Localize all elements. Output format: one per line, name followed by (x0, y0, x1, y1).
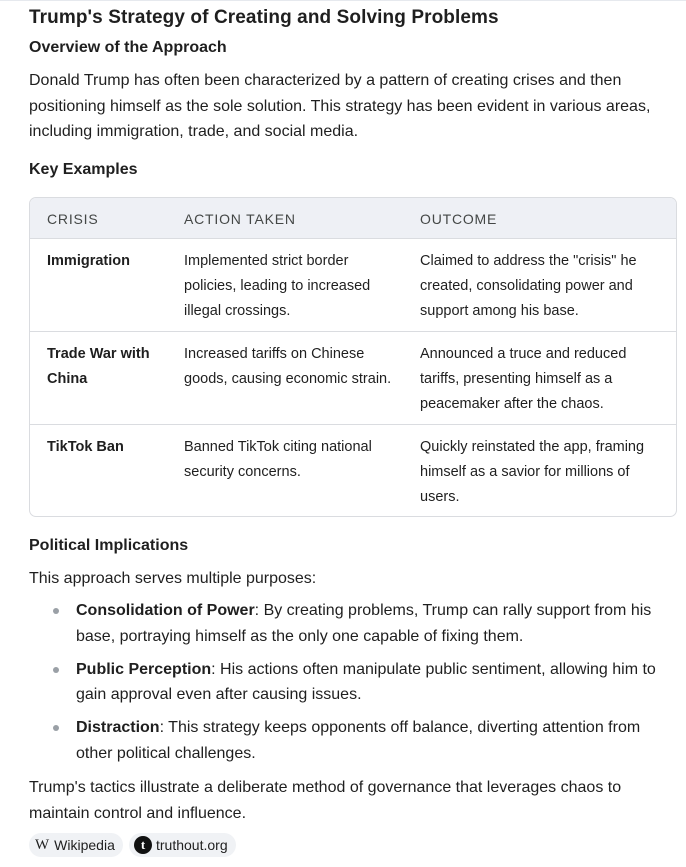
bullet-icon (53, 667, 59, 673)
table-cell-outcome: Claimed to address the "crisis" he created, consolidating power and support among his base. (420, 253, 637, 319)
key-examples-heading: Key Examples (29, 161, 138, 178)
list-item (29, 715, 679, 766)
overview-heading: Overview of the Approach (29, 39, 227, 56)
table-header (30, 198, 676, 239)
bullet-text: : By creating problems, Trump can rally support from his base, portraying himself as the only one capable of fixing them. (76, 602, 652, 645)
source-chip-truthout[interactable] (129, 833, 236, 857)
implications-heading: Political Implications (29, 537, 189, 554)
table-cell-outcome: Announced a truce and reduced tariffs, presenting himself as a peacemaker after the chaos. (420, 346, 627, 412)
wikipedia-icon: W (35, 836, 50, 853)
column-header-outcome: OUTCOME (420, 211, 498, 227)
examples-table (29, 197, 677, 517)
bullet-icon (53, 725, 59, 731)
truthout-icon: t (134, 836, 152, 854)
bullet-term: Consolidation of Power (76, 602, 255, 619)
source-chip-wikipedia[interactable] (29, 833, 123, 857)
column-header-crisis: CRISIS (47, 211, 99, 227)
column-header-action: ACTION TAKEN (184, 211, 296, 227)
table-cell-action: Increased tariffs on Chinese goods, causing economic strain. (184, 346, 392, 387)
table-cell-crisis: TikTok Ban (47, 439, 124, 455)
source-label: Wikipedia (54, 837, 115, 853)
overview-text: Donald Trump has often been characterized by a pattern of creating crises and then positioning himself as the sole solution. This strategy has been evident in various areas, including immigration, trade, and social media. (29, 72, 651, 140)
source-label: truthout.org (156, 837, 228, 853)
table-cell-crisis: Immigration (47, 253, 130, 269)
bullet-icon (53, 608, 59, 614)
table-row (30, 239, 676, 332)
bullet-term: Distraction (76, 719, 160, 736)
table-row (30, 425, 676, 517)
implications-list (29, 598, 679, 774)
table-cell-action: Implemented strict border policies, leading to increased illegal crossings. (184, 253, 371, 319)
page-title: Trump's Strategy of Creating and Solving Problems (29, 7, 499, 28)
bullet-text: : His actions often manipulate public sentiment, allowing him to gain approval even after causing issues. (76, 660, 656, 703)
conclusion-text: Trump's tactics illustrate a deliberate method of governance that leverages chaos to maintain control and influence. (29, 779, 622, 822)
list-item (29, 598, 679, 649)
list-item (29, 657, 679, 708)
bullet-term: Public Perception (76, 660, 212, 678)
table-row (30, 332, 676, 425)
implications-intro: This approach serves multiple purposes: (29, 570, 317, 587)
bullet-text: : This strategy keeps opponents off balance, diverting attention from other political challenges. (76, 719, 641, 762)
table-cell-crisis: Trade War with China (47, 346, 150, 387)
table-cell-outcome: Quickly reinstated the app, framing himself as a savior for millions of users. (420, 439, 645, 505)
table-cell-action: Banned TikTok citing national security concerns. (184, 439, 372, 480)
